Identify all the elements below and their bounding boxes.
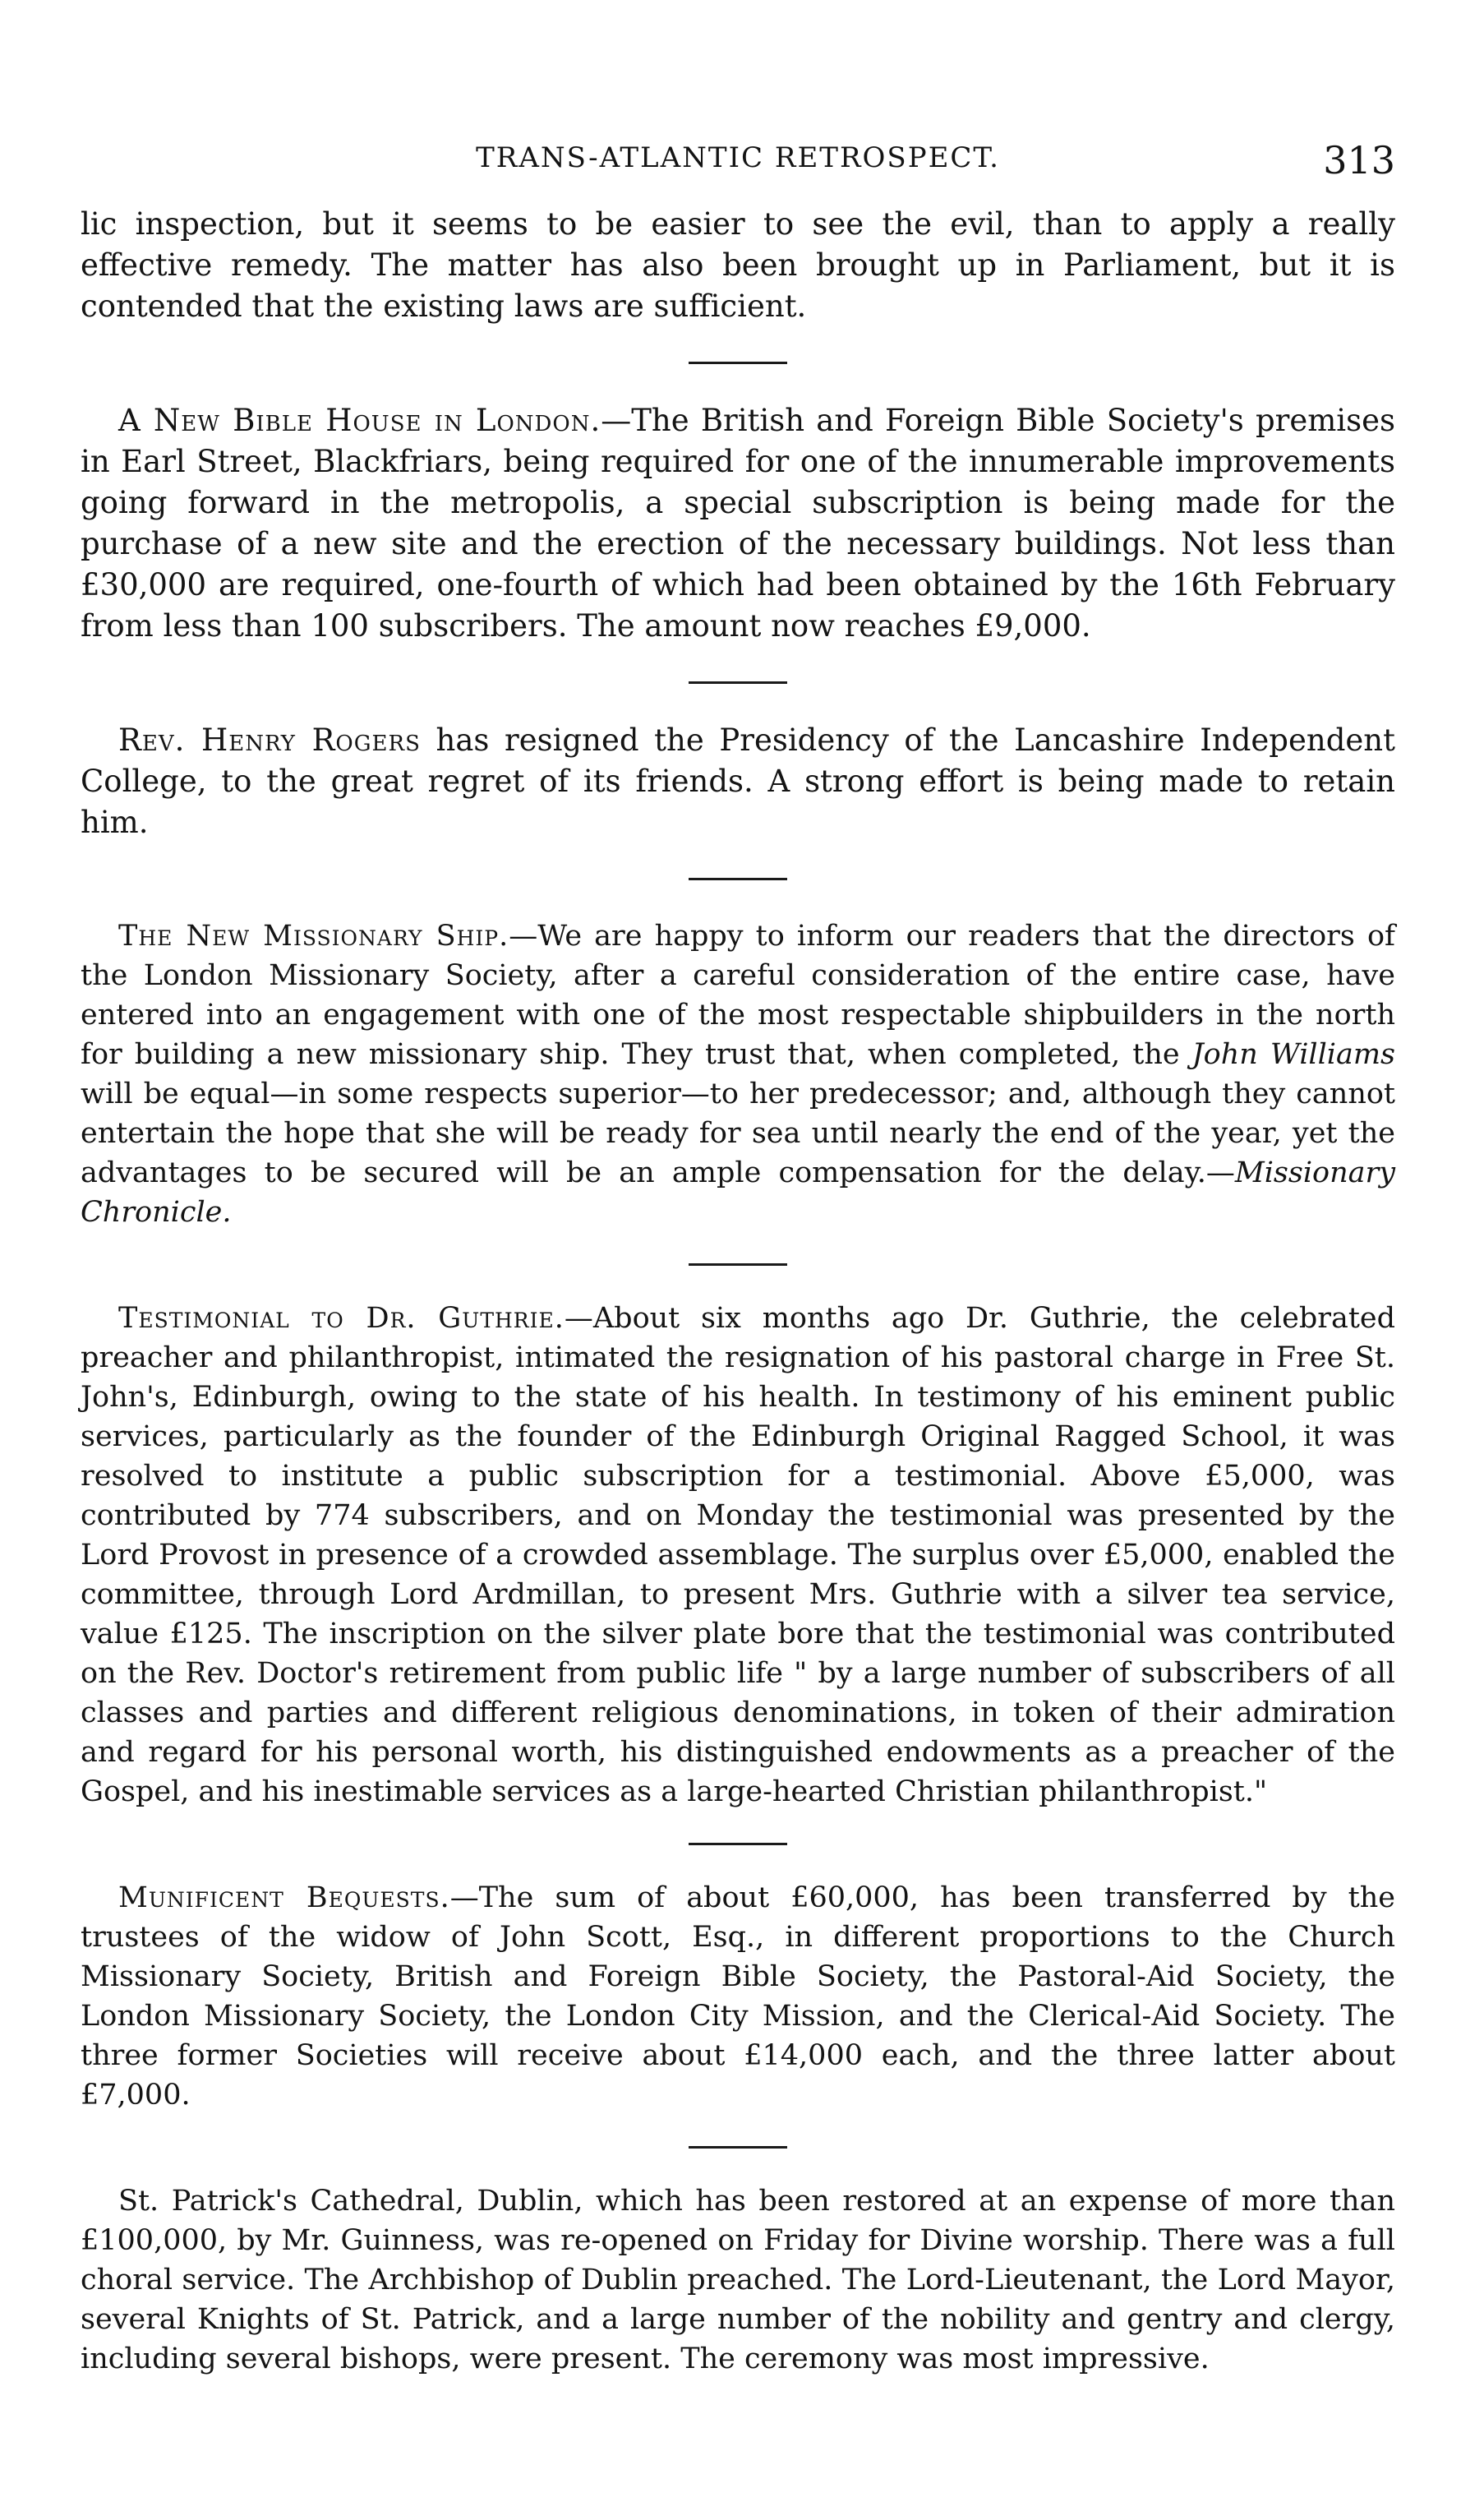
paragraph-text: has resigned the Presidency of the Lancashire Independent College, to the great regret of its friends. A strong effort is being made to retain him.	[81, 722, 1395, 840]
paragraph-continuation	[81, 204, 1395, 327]
running-head	[81, 138, 1395, 187]
paragraph-text: —About six months ago Dr. Guthrie, the celebrated preacher and philanthropist, intimated the resignation of his pastoral charge in Free St. John's, Edinburgh, owing to the state of his health. In testimony of his eminent public services, particularly as the founder of the Edinburgh Original Ragged School, it was resolved to institute a public subscription for a testimonial. Above £5,000, was contributed by 774 subscribers, and on Monday the testimonial was presented by the Lord Provost in presence of a crowded assemblage. The surplus over £5,000, enabled the committee, through Lord Ardmillan, to present Mrs. Guthrie with a silver tea service, value £125. The inscription on the silver plate bore that the testimonial was contributed on the Rev. Doctor's retirement from public life " by a large number of subscribers of all classes and parties and different religious denominations, in token of their admiration and regard for his personal worth, his distinguished endowments as a preacher of the Gospel, and his inestimable services as a large-hearted Christian philanthropist."	[81, 1302, 1395, 1808]
paragraph-text: —The British and Foreign Bible Society's premises in Earl Street, Blackfriars, being required for one of the innumerable improvements going forward in the metropolis, a special subscription is being made for the purchase of a new site and the erection of the necessary buildings. Not less than £30,000 are required, one-fourth of which had been obtained by the 16th February from less than 100 subscribers. The amount now reaches £9,000.	[81, 403, 1396, 644]
source-citation: Missionary Chronicle.	[81, 1156, 1395, 1229]
paragraph-guthrie-testimonial	[81, 1299, 1395, 1812]
section-divider	[689, 681, 787, 684]
paragraph-text: lic inspection, but it seems to be easier to see the evil, than to apply a really effective remedy. The matter has also been brought up in Parliament, but it is contended that the existing laws are sufficient.	[81, 206, 1395, 324]
paragraph-heading: Testimonial to Dr. Guthrie.	[118, 1302, 565, 1335]
paragraph-text: St. Patrick's Cathedral, Dublin, which has been restored at an expense of more than £100,000, by Mr. Guinness, was re-opened on Friday for Divine worship. There was a full choral service. The Archbishop of Dublin preached. The Lord-Lieutenant, the Lord Mayor, several Knights of St. Patrick, and a large number of the nobility and gentry and clergy, including several bishops, were present. The ceremony was most impressive.	[81, 2185, 1395, 2375]
ship-name: John Williams	[1191, 1038, 1395, 1071]
paragraph-text: —The sum of about £60,000, has been transferred by the trustees of the widow of John Scott, Esq., in different proportions to the Church Missionary Society, British and Foreign Bible Society, the Pastoral-Aid Society, the London Missionary Society, the London City Mission, and the Clerical-Aid Society. The three former Societies will receive about £14,000 each, and the three latter about £7,000.	[81, 1881, 1395, 2112]
section-divider	[689, 1843, 787, 1845]
paragraph-heading: Rev. Henry Rogers	[118, 722, 421, 758]
paragraph-heading: A New Bible House in London.	[118, 403, 601, 438]
section-divider	[689, 1263, 787, 1266]
paragraph-text: will be equal—in some respects superior—to her predecessor; and, although they cannot entertain the hope that she will be ready for sea until nearly the end of the year, yet the advantages to be secured will be an ample compensation for the delay.—	[81, 1078, 1395, 1189]
paragraph-bible-house	[81, 400, 1395, 647]
paragraph-henry-rogers	[81, 720, 1395, 843]
page-number: 313	[1323, 138, 1395, 182]
paragraph-munificent-bequests	[81, 1878, 1395, 2115]
section-divider	[689, 878, 787, 880]
paragraph-missionary-ship	[81, 916, 1395, 1232]
running-title: TRANS-ATLANTIC RETROSPECT.	[476, 141, 1000, 174]
section-divider	[689, 362, 787, 364]
section-divider	[689, 2146, 787, 2149]
paragraph-text: —We are happy to inform our readers that the directors of the London Missionary Society, after a careful consideration of the entire case, have entered into an engagement with one of the most respectable shipbuilders in the north for building a new missionary ship. They trust that, when completed, the	[81, 920, 1395, 1071]
paragraph-st-patricks	[81, 2181, 1395, 2379]
paragraph-heading: The New Missionary Ship.	[118, 920, 509, 953]
page-body	[81, 204, 1395, 2379]
paragraph-heading: Munificent Bequests.	[118, 1881, 450, 1914]
